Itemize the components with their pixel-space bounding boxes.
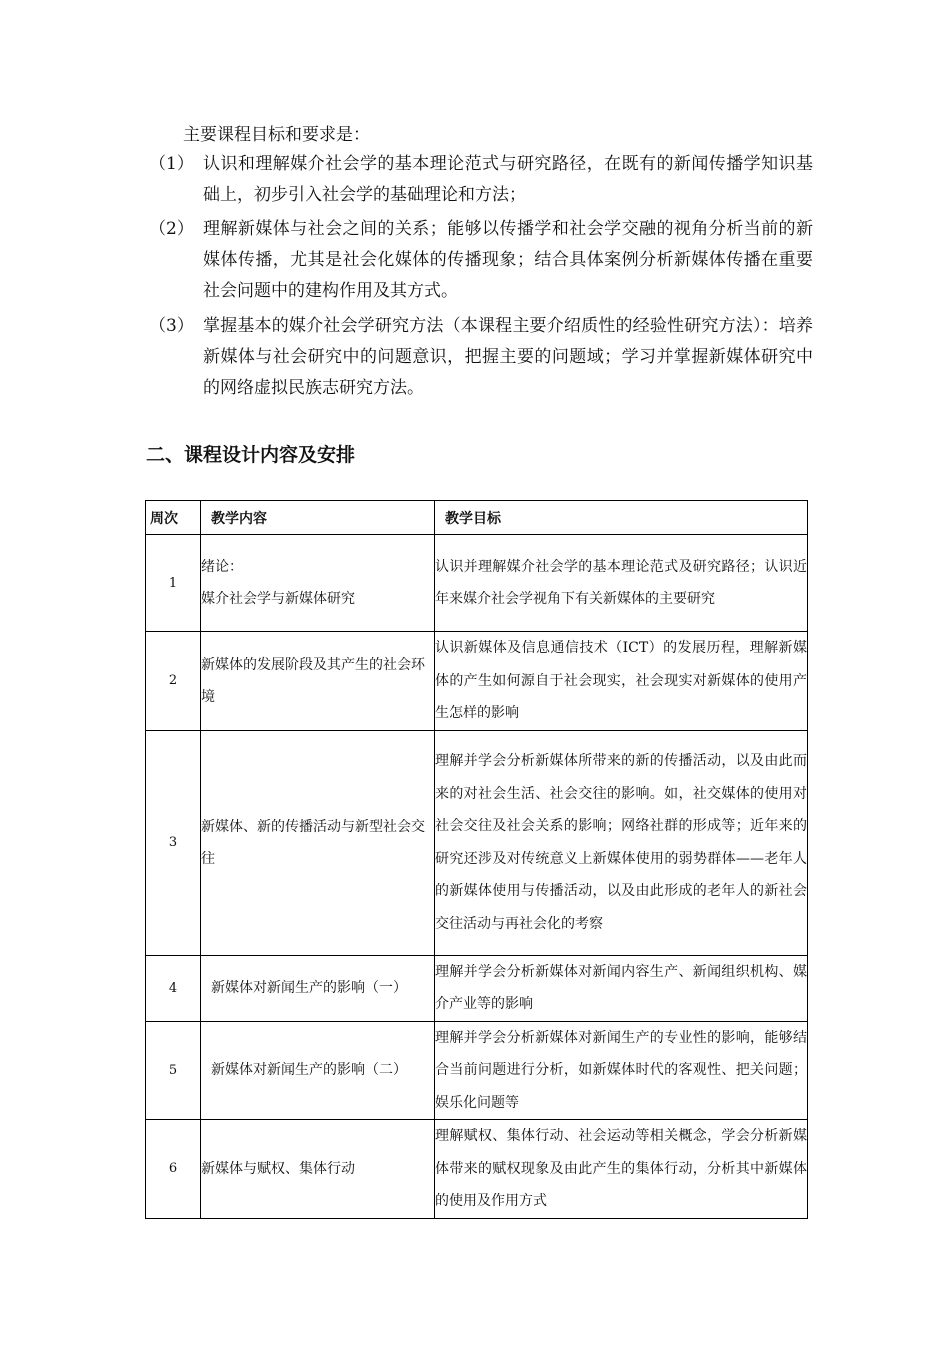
objective-3 <box>149 311 813 404</box>
table-row <box>146 535 808 632</box>
table-row <box>146 1021 808 1120</box>
objective-2 <box>149 214 813 307</box>
content-cell: 新媒体、新的传播活动与新型社会交往 <box>201 730 435 955</box>
header-content: 教学内容 <box>201 501 435 535</box>
intro-text: 主要课程目标和要求是： <box>183 125 370 145</box>
content-line: 媒介社会学与新媒体研究 <box>201 591 355 607</box>
objective-text: 理解新媒体与社会之间的关系；能够以传播学和社会学交融的视角分析当前的新媒体传播，尤其是社会化媒体的传播现象；结合具体案例分析新媒体传播在重要社会问题中的建构作用及其方式。 <box>203 219 813 301</box>
table-header-row <box>146 501 808 535</box>
objective-text: 掌握基本的媒介社会学研究方法（本课程主要介绍质性的经验性研究方法）：培养新媒体与社会研究中的问题意识，把握主要的问题域；学习并掌握新媒体研究中的网络虚拟民族志研究方法。 <box>203 316 813 398</box>
objective-number: （1） <box>149 154 194 174</box>
content-cell: 新媒体与赋权、集体行动 <box>201 1120 435 1219</box>
objective-1 <box>149 149 813 211</box>
week-cell: 4 <box>146 955 201 1021</box>
goal-cell: 理解并学会分析新媒体所带来的新的传播活动，以及由此而来的对社会生活、社会交往的影响。如，社交媒体的使用对社会交往及社会关系的影响；网络社群的形成等；近年来的研究还涉及对传统意义上新媒体使用的弱势群体——老年人的新媒体使用与传播活动，以及由此形成的老年人的新社会交往活动与再社会化的考察 <box>435 730 808 955</box>
week-cell: 3 <box>146 730 201 955</box>
content-cell: 新媒体对新闻生产的影响（一） <box>201 955 435 1021</box>
section-title: 二、课程设计内容及安排 <box>146 444 356 466</box>
objective-text: 认识和理解媒介社会学的基本理论范式与研究路径，在既有的新闻传播学知识基础上，初步引入社会学的基础理论和方法； <box>203 154 813 205</box>
content-cell <box>201 535 435 632</box>
goal-cell: 认识并理解媒介社会学的基本理论范式及研究路径；认识近年来媒介社会学视角下有关新媒体的主要研究 <box>435 535 808 632</box>
objective-number: （2） <box>149 219 194 239</box>
goal-cell: 理解并学会分析新媒体对新闻生产的专业性的影响，能够结合当前问题进行分析，如新媒体时代的客观性、把关问题；娱乐化问题等 <box>435 1021 808 1120</box>
header-week: 周次 <box>146 501 201 535</box>
week-cell: 2 <box>146 632 201 731</box>
week-cell: 5 <box>146 1021 201 1120</box>
course-schedule-table <box>145 500 808 1219</box>
week-cell: 6 <box>146 1120 201 1219</box>
objective-number: （3） <box>149 316 194 336</box>
table-row <box>146 632 808 731</box>
goal-cell: 理解并学会分析新媒体对新闻内容生产、新闻组织机构、媒介产业等的影响 <box>435 955 808 1021</box>
table-row <box>146 1120 808 1219</box>
week-cell: 1 <box>146 535 201 632</box>
content-cell: 新媒体对新闻生产的影响（二） <box>201 1021 435 1120</box>
table-row <box>146 730 808 955</box>
content-cell: 新媒体的发展阶段及其产生的社会环境 <box>201 632 435 731</box>
content-line: 绪论： <box>201 559 243 575</box>
goal-cell: 理解赋权、集体行动、社会运动等相关概念，学会分析新媒体带来的赋权现象及由此产生的集体行动，分析其中新媒体的使用及作用方式 <box>435 1120 808 1219</box>
table-row <box>146 955 808 1021</box>
goal-cell: 认识新媒体及信息通信技术（ICT）的发展历程，理解新媒体的产生如何源自于社会现实，社会现实对新媒体的使用产生怎样的影响 <box>435 632 808 731</box>
header-goal: 教学目标 <box>435 501 808 535</box>
